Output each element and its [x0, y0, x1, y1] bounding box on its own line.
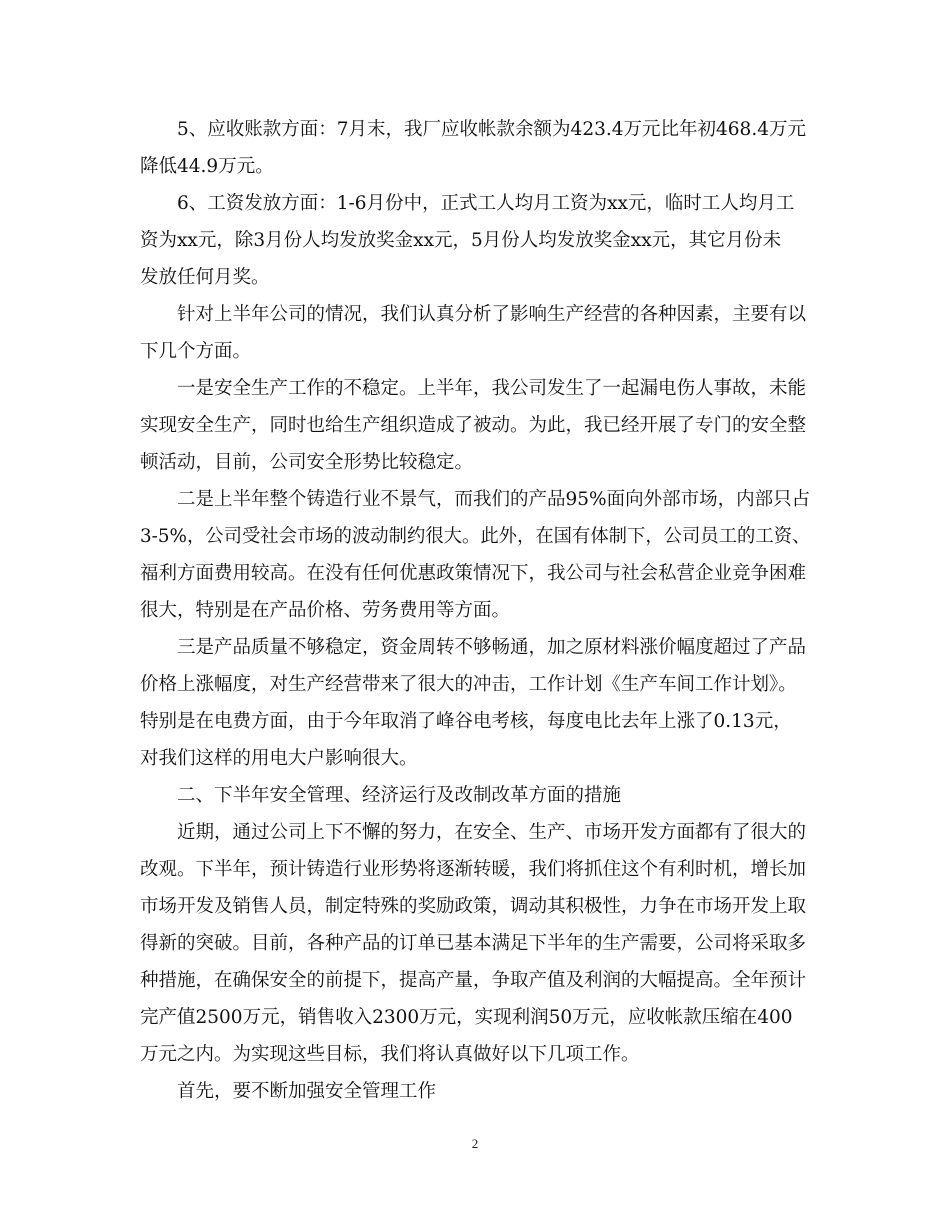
text-line: 很大，特别是在产品价格、劳务费用等方面。: [140, 600, 511, 621]
text-line: 实现安全生产，同时也给生产组织造成了被动。为此，我已经开展了专门的安全整: [140, 415, 807, 436]
text-line: 资为xx元，除3月份人均发放奖金xx元，5月份人均发放奖金xx元，其它月份未: [140, 230, 782, 251]
text-line: 种措施，在确保安全的前提下，提高产量，争取产值及利润的大幅提高。全年预计: [140, 970, 807, 991]
text-line: 二、下半年安全管理、经济运行及改制改革方面的措施: [140, 785, 622, 806]
text-line: 万元之内。为实现这些目标，我们将认真做好以下几项工作。: [140, 1044, 640, 1065]
text-line: 二是上半年整个铸造行业不景气，而我们的产品95%面向外部市场，内部只占: [140, 489, 811, 510]
text-line: 下几个方面。: [140, 341, 252, 362]
text-line: 一是安全生产工作的不稳定。上半年，我公司发生了一起漏电伤人事故，未能: [140, 378, 807, 399]
text-line: 首先，要不断加强安全管理工作: [140, 1081, 437, 1102]
text-line: 对我们这样的用电大户影响很大。: [140, 748, 418, 769]
text-line: 价格上涨幅度，对生产经营带来了很大的冲击，工作计划《生产车间工作计划》。: [140, 674, 797, 695]
text-line: 市场开发及销售人员，制定特殊的奖励政策，调动其积极性，力争在市场开发上取: [140, 896, 807, 917]
text-line: 特别是在电费方面，由于今年取消了峰谷电考核，每度电比去年上涨了0.13元，: [140, 711, 792, 732]
text-line: 得新的突破。目前，各种产品的订单已基本满足下半年的生产需要，公司将采取多: [140, 933, 807, 954]
text-line: 福利方面费用较高。在没有任何优惠政策情况下，我公司与社会私营企业竞争困难: [140, 563, 807, 584]
page-number: 2: [471, 1136, 479, 1151]
text-line: 顿活动，目前，公司安全形势比较稳定。: [140, 452, 474, 473]
text-line: 三是产品质量不够稳定，资金周转不够畅通，加之原材料涨价幅度超过了产品: [140, 637, 807, 658]
text-line: 完产值2500万元，销售收入2300万元，实现利润50万元，应收帐款压缩在400: [140, 1007, 793, 1028]
text-line: 发放任何月奖。: [140, 267, 270, 288]
text-line: 6、工资发放方面：1-6月份中，正式工人均月工资为xx元，临时工人均月工: [140, 193, 795, 214]
text-line: 3-5%，公司受社会市场的波动制约很大。此外，在国有体制下，公司员工的工资、: [140, 526, 811, 547]
text-line: 近期，通过公司上下不懈的努力，在安全、生产、市场开发方面都有了很大的: [140, 822, 807, 843]
text-line: 5、应收账款方面：7月末，我厂应收帐款余额为423.4万元比年初468.4万元: [140, 119, 806, 140]
text-line: 改观。下半年，预计铸造行业形势将逐渐转暖，我们将抓住这个有利时机，增长加: [140, 859, 807, 880]
text-line: 降低44.9万元。: [140, 156, 274, 177]
text-line: 针对上半年公司的情况，我们认真分析了影响生产经营的各种因素，主要有以: [140, 304, 807, 325]
